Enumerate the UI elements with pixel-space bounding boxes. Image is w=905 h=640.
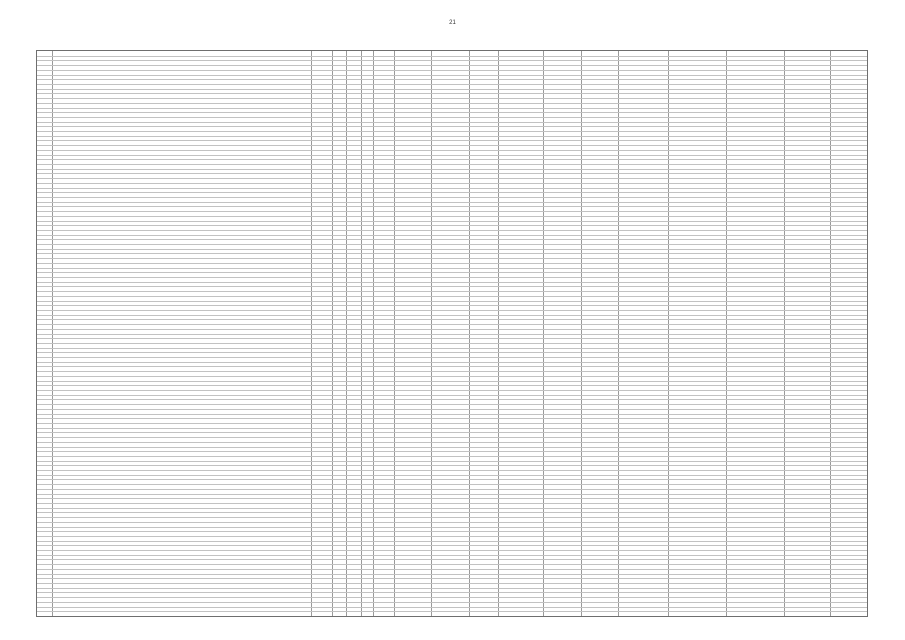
table-row	[37, 451, 867, 452]
table-row	[37, 574, 867, 575]
table-row	[37, 315, 867, 316]
table-row	[37, 418, 867, 419]
table-row	[37, 447, 867, 448]
table-row	[37, 282, 867, 283]
table-row	[37, 536, 867, 537]
table-row	[37, 263, 867, 264]
table-row	[37, 362, 867, 363]
table-row	[37, 301, 867, 302]
table-row	[37, 348, 867, 349]
table-row	[37, 489, 867, 490]
table-row	[37, 479, 867, 480]
table-row	[37, 216, 867, 217]
table-row	[37, 494, 867, 495]
table-row	[37, 65, 867, 66]
table-row	[37, 136, 867, 137]
table-row	[37, 192, 867, 193]
table-row	[37, 324, 867, 325]
table-row	[37, 583, 867, 584]
table-row	[37, 531, 867, 532]
table-row	[37, 221, 867, 222]
table-row	[37, 235, 867, 236]
table-row	[37, 357, 867, 358]
table-row	[37, 564, 867, 565]
table-row	[37, 93, 867, 94]
table-row	[37, 475, 867, 476]
table-row	[37, 611, 867, 612]
table-row	[37, 385, 867, 386]
table-row	[37, 432, 867, 433]
table-row	[37, 272, 867, 273]
table-row	[37, 343, 867, 344]
table-row	[37, 56, 867, 57]
table-row	[37, 79, 867, 80]
table-row	[37, 588, 867, 589]
table-row	[37, 437, 867, 438]
table-row	[37, 211, 867, 212]
table-row	[37, 569, 867, 570]
table-row	[37, 414, 867, 415]
table-row	[37, 103, 867, 104]
table-row	[37, 508, 867, 509]
table-row	[37, 371, 867, 372]
table-row	[37, 225, 867, 226]
table-row	[37, 206, 867, 207]
table-row	[37, 578, 867, 579]
table-row	[37, 188, 867, 189]
data-table	[36, 50, 868, 617]
page-number: 21	[449, 20, 456, 26]
table-row	[37, 597, 867, 598]
table-row	[37, 84, 867, 85]
table-row	[37, 428, 867, 429]
table-row	[37, 202, 867, 203]
table-row	[37, 145, 867, 146]
table-row	[37, 555, 867, 556]
table-row	[37, 164, 867, 165]
table-row	[37, 503, 867, 504]
table-row	[37, 550, 867, 551]
table-row	[37, 366, 867, 367]
table-row	[37, 522, 867, 523]
table-row	[37, 173, 867, 174]
table-row	[37, 131, 867, 132]
table-row	[37, 465, 867, 466]
table-row	[37, 395, 867, 396]
table-row	[37, 423, 867, 424]
table-row	[37, 108, 867, 109]
table-row	[37, 230, 867, 231]
table-row	[37, 150, 867, 151]
table-row	[37, 296, 867, 297]
table-row	[37, 442, 867, 443]
table-row	[37, 155, 867, 156]
table-row	[37, 291, 867, 292]
table-row	[37, 409, 867, 410]
table-row	[37, 140, 867, 141]
table-row	[37, 249, 867, 250]
table-row	[37, 122, 867, 123]
table-row	[37, 253, 867, 254]
table-row	[37, 98, 867, 99]
table-row	[37, 399, 867, 400]
table-row	[37, 89, 867, 90]
table-row	[37, 559, 867, 560]
table-row	[37, 329, 867, 330]
table-row	[37, 545, 867, 546]
table-row	[37, 461, 867, 462]
table-row	[37, 60, 867, 61]
table-row	[37, 319, 867, 320]
table-row	[37, 390, 867, 391]
table-row	[37, 352, 867, 353]
table-row	[37, 470, 867, 471]
table-row	[37, 512, 867, 513]
table-row	[37, 277, 867, 278]
table-row	[37, 541, 867, 542]
table-row	[37, 456, 867, 457]
table-row	[37, 239, 867, 240]
table-row	[37, 70, 867, 71]
table-row	[37, 117, 867, 118]
table-row	[37, 159, 867, 160]
table-row	[37, 178, 867, 179]
table-row	[37, 376, 867, 377]
table-row	[37, 338, 867, 339]
table-row	[37, 334, 867, 335]
table-row	[37, 527, 867, 528]
table-row	[37, 286, 867, 287]
table-row	[37, 126, 867, 127]
table-row	[37, 75, 867, 76]
table-row	[37, 197, 867, 198]
table-row	[37, 268, 867, 269]
table-row	[37, 484, 867, 485]
table-row	[37, 498, 867, 499]
table-row	[37, 258, 867, 259]
table-row	[37, 381, 867, 382]
table-row	[37, 607, 867, 608]
table-row	[37, 404, 867, 405]
table-row	[37, 592, 867, 593]
table-row	[37, 244, 867, 245]
table-row	[37, 183, 867, 184]
table-row	[37, 310, 867, 311]
table-row	[37, 602, 867, 603]
table-row	[37, 305, 867, 306]
table-row	[37, 517, 867, 518]
table-row	[37, 169, 867, 170]
table-row	[37, 112, 867, 113]
